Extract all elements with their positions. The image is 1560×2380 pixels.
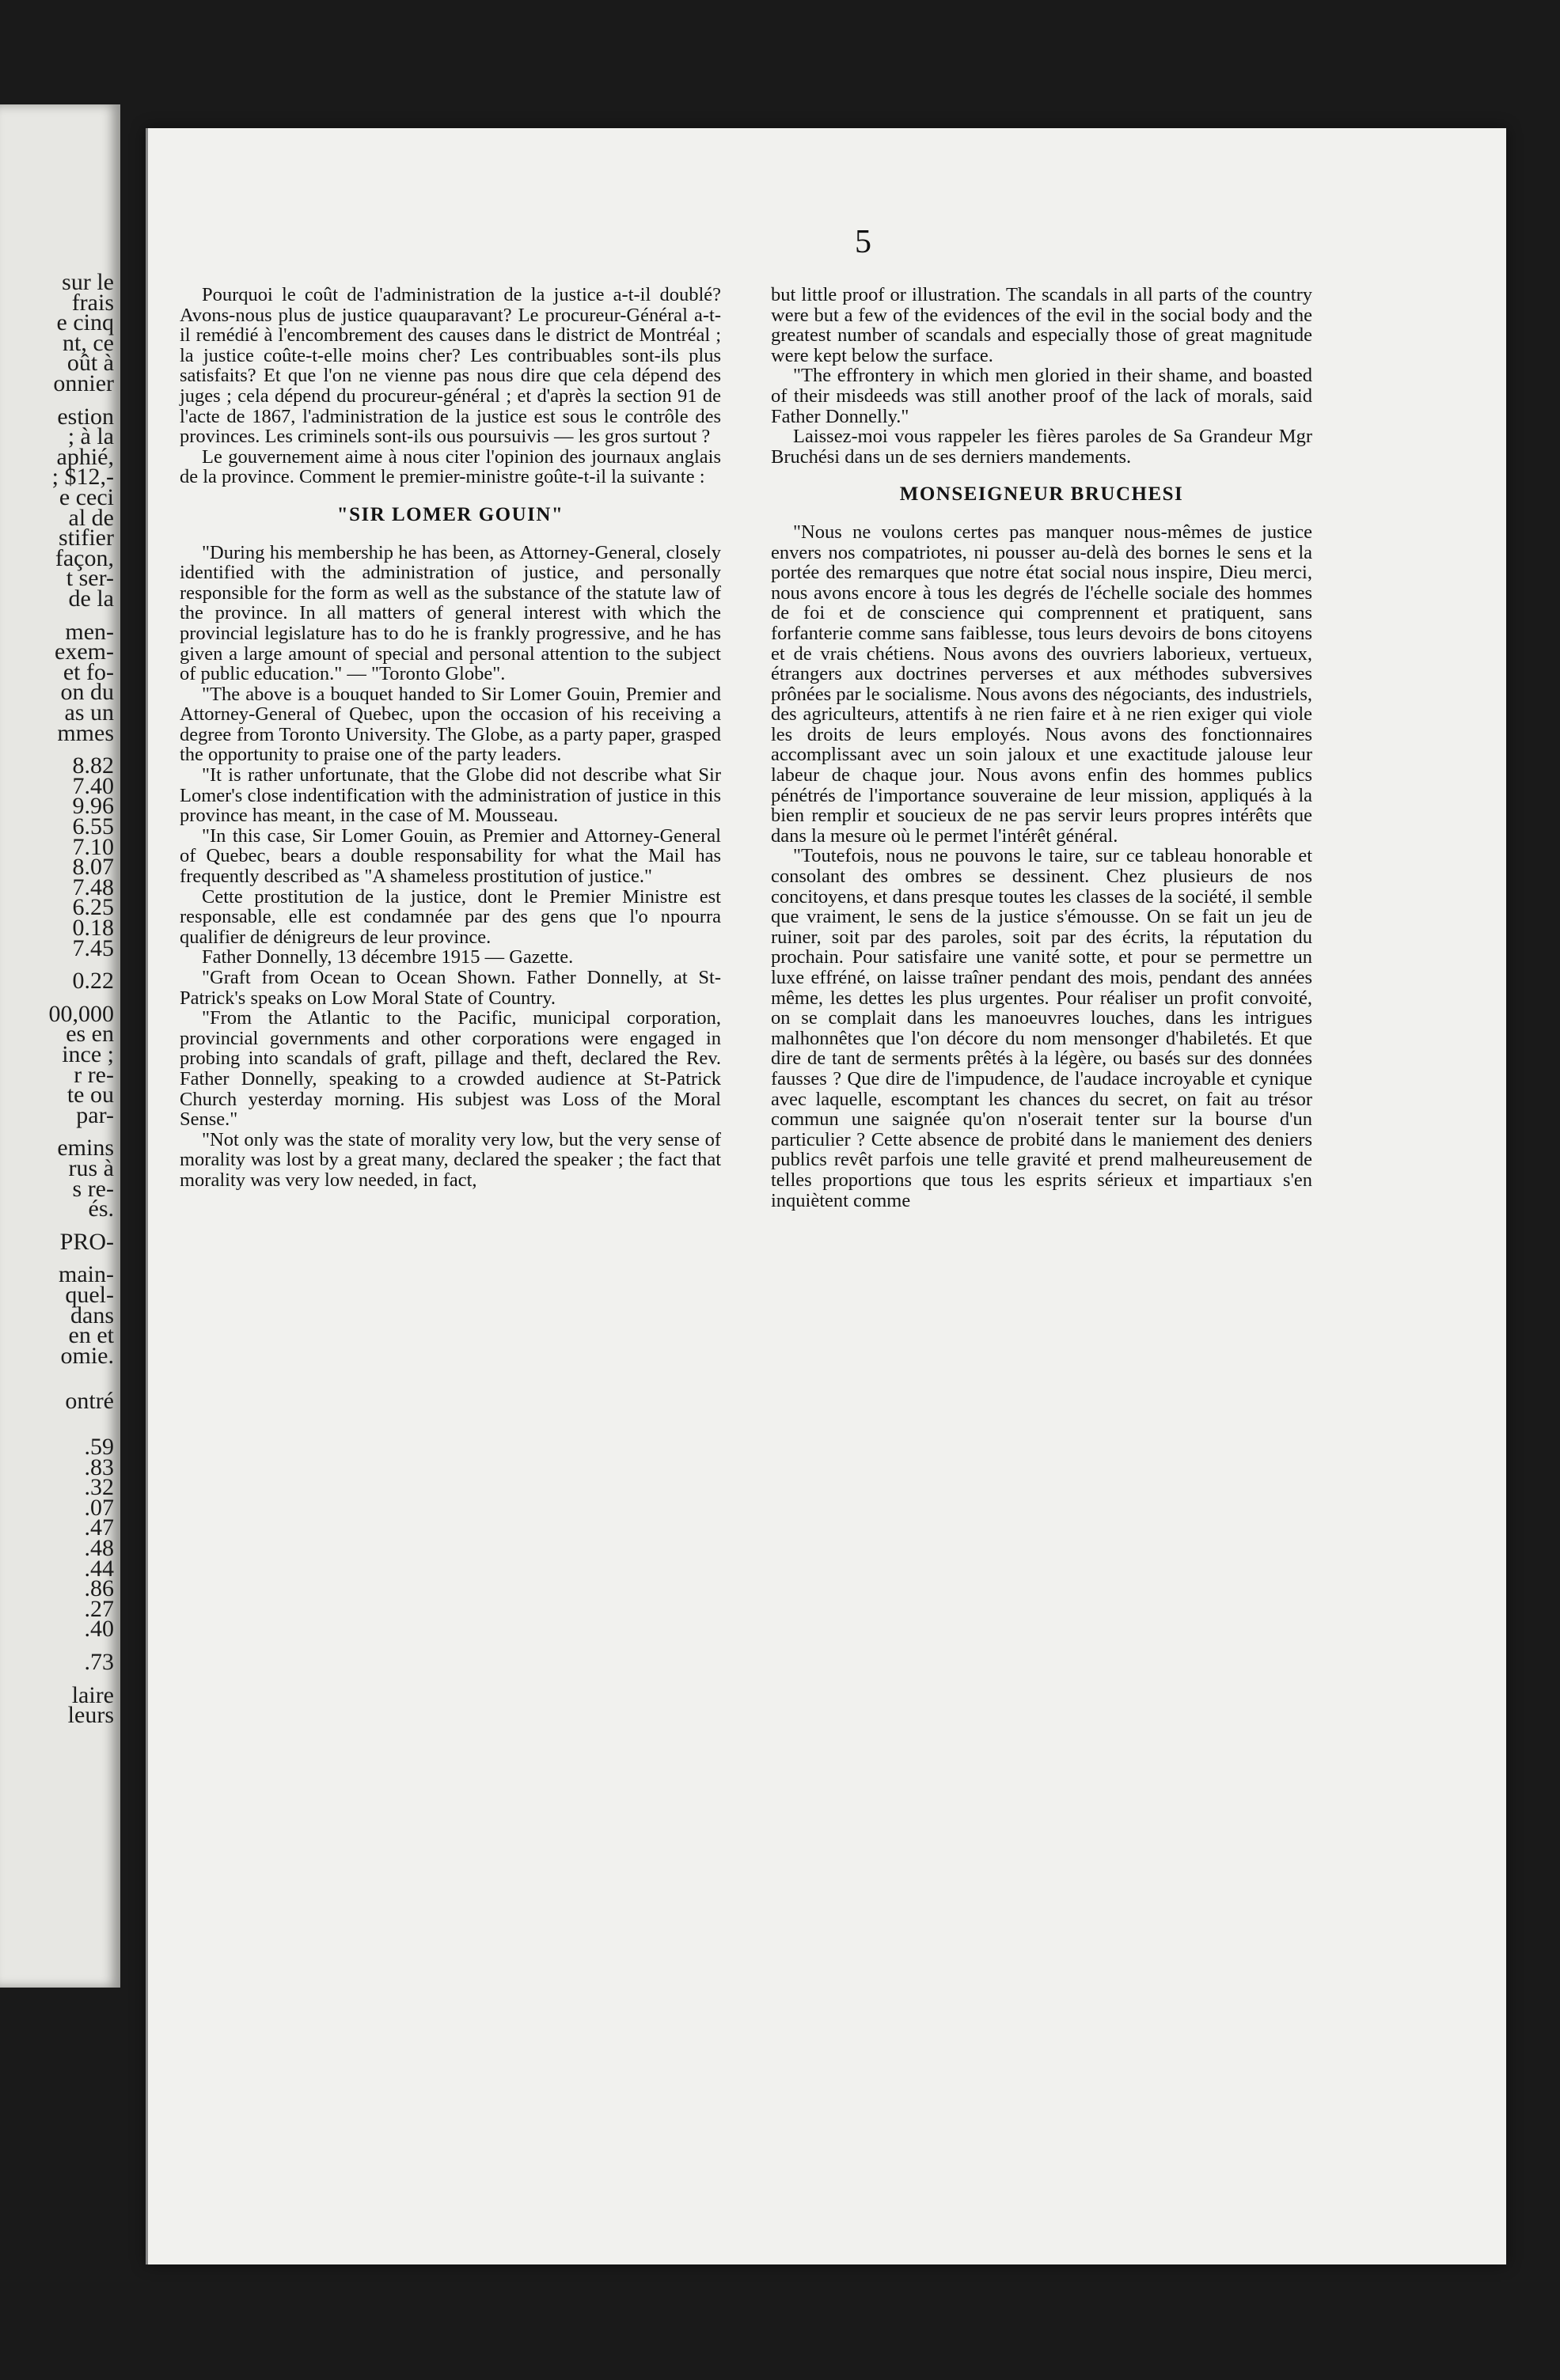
section-heading: MONSEIGNEUR BRUCHESI — [899, 483, 1184, 506]
fragment-line: .32 — [84, 1474, 114, 1501]
fragment-line: al de — [68, 504, 114, 531]
paragraph: Cette prostitution de la justice, dont le Premier Ministre est responsable, elle est condamnée par des gens que l'o npourra qualifier de dénigreurs de leur province. — [180, 885, 721, 948]
fragment-line: as un — [64, 699, 114, 726]
paragraph: "The above is a bouquet handed to Sir Lomer Gouin, Premier and Attorney-General of Quebec, upon the occasion of his receiving a degree from Toronto University. The Globe, as a party paper, grasped the opportunity to praise one of the party leaders. — [180, 683, 721, 766]
fragment-line: PRO- — [59, 1228, 114, 1255]
paragraph: Father Donnelly, 13 décembre 1915 — Gazette. — [202, 946, 574, 968]
fragment-line: .44 — [84, 1555, 114, 1582]
fragment-line: leurs — [67, 1702, 114, 1729]
fragment-line: onnier — [53, 370, 114, 396]
paragraph: "Nous ne voulons certes pas manquer nous-mêmes de justice envers nos compatriotes, ni pousser au-delà des bornes le sens et la portée des remarques que notre état social nous inspire, Dieu merci, nous avons encore à tous les degrés de l'échelle sociale des hommes de foi et de conscience qui comprennent et pratiquent, sans forfanterie comme sans faiblesse, tous leurs devoirs de bons citoyens et de vrais chétiens. Nous avons des ouvriers laborieux, vertueux, étrangers aux doctrines perverses et aux méthodes subversives prônées par le socialisme. Nous avons des négociants, des industriels, des agriculteurs, attentifs à ne rien faire et à ne rien exiger qui viole les droits de leurs employés. Nous avons des fonctionnaires accomplissant avec un soin jaloux et une exactitude jalouse leur labeur de chaque jour. Nous avons enfin des hommes publics pénétrés de l'importance souveraine de leur mission, appliqués à la bien remplir et soucieux de ne pas servir leurs propres intérêts que dans la mesure où le permet l'intérêt général. — [771, 521, 1312, 847]
fragment-line: exem- — [55, 639, 114, 665]
fragment-line: .83 — [84, 1453, 114, 1480]
fragment-line: .07 — [84, 1494, 114, 1521]
paragraph: "Not only was the state of morality very low, but the very sense of morality was lost by a great many, declared the speaker ; the fact that morality was very low needed, in fact, — [180, 1128, 721, 1191]
fragment-line: .47 — [84, 1514, 114, 1541]
left-text-column — [180, 285, 721, 1191]
fragment-line: 6.55 — [72, 813, 114, 839]
fragment-line: stifier — [59, 525, 114, 551]
paragraph: "Graft from Ocean to Ocean Shown. Father Donnelly, at St-Patrick's speaks on Low Moral State of Country. — [180, 967, 721, 1009]
fragment-line: ontré — [65, 1388, 114, 1415]
fragment-line: 0.22 — [72, 968, 114, 995]
fragment-line: emins — [57, 1135, 114, 1162]
fragment-line: 0.18 — [72, 915, 114, 941]
fragment-line: 8.82 — [72, 752, 114, 779]
facing-page-fragment — [0, 104, 120, 1988]
fragment-line: dans — [70, 1302, 114, 1328]
fragment-line: és. — [88, 1196, 114, 1222]
fragment-line: de la — [68, 586, 114, 612]
fragment-line: .59 — [84, 1434, 114, 1460]
fragment-line: en et — [68, 1322, 114, 1349]
fragment-line: t ser- — [66, 565, 114, 592]
fragment-line: et fo- — [63, 658, 114, 685]
page-number: 5 — [855, 224, 871, 260]
fragment-line: laire — [71, 1681, 114, 1708]
paragraph: "It is rather unfortunate, that the Globe did not describe what Sir Lomer's close indentification with the administration of justice in this province has meant, in the case of M. Mousseau. — [180, 764, 721, 827]
fragment-line: oût à — [66, 350, 114, 377]
fragment-line: on du — [60, 679, 114, 706]
paragraph: "The effrontery in which men gloried in their shame, and boasted of their misdeeds was still another proof of the lack of morals, said Father Donnelly." — [771, 365, 1312, 427]
fragment-line: nt, ce — [63, 329, 114, 356]
fragment-line: e ceci — [59, 484, 114, 510]
right-text-column — [771, 285, 1312, 1211]
fragment-line: 7.45 — [72, 934, 114, 961]
fragment-line: ; à la — [67, 423, 114, 450]
fragment-line: 9.96 — [72, 793, 114, 820]
paragraph: "In this case, Sir Lomer Gouin, as Premier and Attorney-General of Quebec, bears a double responsability for what the Mail has frequently described as "A shameless prostitution of justice." — [180, 824, 721, 888]
paragraph: "Toutefois, nous ne pouvons le taire, sur ce tableau honorable et consolant des ombres se dessinent. Chez plusieurs de nos concitoyens, et dans presque toutes les classes de la société, il semble que vraiment, le sens de la justice s'émousse. On se fait un jeu de ruiner, soit par des paroles, soit par des écrits, la réputation du prochain. Pour satisfaire une vanité sotte, et pour se permettre un luxe effréné, on laisse traîner pendant des mois, pendant des années même, les dettes les plus urgentes. Pour réaliser un profit convoité, on se complait dans les manoeuvres louches, dans les intrigues malhonnêtes que l'on décore du nom mensonger d'habiletés. Et que dire de tant de serments prêtés à la légère, ou basés sur des données fausses ? Que dire de l'impudence, de l'audace incroyable et cynique avec laquelle, escomptant les chances du secret, on fait au trésor commun une saignée qu'on n'oserait tenter sur la bourse d'un particulier ? Cette absence de probité dans le maniement des deniers publics revêt parfois une telle gravité et prend malheureusement de telles proportions que tous les esprits sérieux et impartiaux s'en inquiètent comme — [771, 845, 1312, 1211]
fragment-line: 7.40 — [72, 772, 114, 799]
fragment-line: r re- — [74, 1061, 114, 1088]
fragment-line: frais — [71, 289, 114, 316]
fragment-line: .48 — [84, 1535, 114, 1561]
fragment-line: 6.25 — [72, 894, 114, 921]
fragment-line: te ou — [66, 1082, 114, 1109]
paragraph: Laissez-moi vous rappeler les fières paroles de Sa Grandeur Mgr Bruchési dans un de ses derniers mandements. — [771, 426, 1312, 468]
fragment-line: 7.10 — [72, 833, 114, 860]
fragment-line: estion — [57, 403, 114, 430]
fragment-line: .40 — [84, 1616, 114, 1643]
paragraph: Pourquoi le coût de l'administration de la justice a-t-il doublé? Avons-nous plus de justice quauparavant? Le procureur-Général a-t-il remédié à l'encombrement des causes dans le district de Montréal ; la justice coûte-t-elle moins cher? Les contribuables sont-ils plus satisfaits? Et que l'on ne vienne pas nous dire que cela dépend des juges ; cela dépend du procureur-général ; et d'après la section 91 de l'acte de 1867, l'administration de la justice est sous le contrôle des provinces. Les criminels sont-ils ous poursuivis — les gros surtout ? — [180, 284, 721, 448]
fragment-line: 8.07 — [72, 854, 114, 881]
fragment-line: quel- — [65, 1282, 114, 1308]
fragment-line: ; $12,- — [51, 464, 114, 491]
fragment-line: sur le — [62, 269, 114, 295]
fragment-line: 7.48 — [72, 874, 114, 900]
fragment-line: .73 — [84, 1649, 114, 1675]
fragment-line: omie. — [60, 1342, 114, 1369]
fragment-line: main- — [59, 1261, 114, 1288]
fragment-line: rus à — [68, 1155, 114, 1181]
fragment-line: .27 — [84, 1595, 114, 1622]
fragment-line: e cinq — [56, 309, 114, 336]
fragment-line: s re- — [72, 1175, 114, 1202]
fragment-line: men- — [65, 618, 114, 645]
paragraph: "During his membership he has been, as Attorney-General, closely identified with the administration of justice, and personally responsible for the form as well as the substance of the statute law of the province. In all matters of general interest with which the provincial legislature has to do he is frankly progressive, and he has given a large amount of special and personal attention to the subject of public education." — "Toronto Globe". — [180, 541, 721, 685]
fragment-line: mmes — [57, 719, 114, 746]
fragment-line: 00,000 — [48, 1000, 114, 1027]
fragment-line: par- — [76, 1101, 114, 1128]
paragraph: "From the Atlantic to the Pacific, municipal corporation, provincial governments and other corporations were engaged in probing into scandals of graft, pillage and theft, declared the Rev. Father Donnelly, speaking to a crowded audience at St-Patrick Church yesterday morning. His subjest was Loss of the Moral Sense." — [180, 1007, 721, 1131]
fragment-line: es en — [66, 1021, 114, 1048]
paragraph: but little proof or illustration. The scandals in all parts of the country were but a few of the evidences of the evil in the social body and the greatest number of scandals and especially those of great magnitude were kept below the surface. — [771, 284, 1312, 366]
paragraph: Le gouvernement aime à nous citer l'opinion des journaux anglais de la province. Comment le premier-ministre goûte-t-il la suivante : — [180, 445, 721, 488]
document-page — [146, 128, 1506, 2264]
fragment-line: aphié, — [56, 443, 114, 470]
fragment-line: .86 — [84, 1575, 114, 1602]
fragment-line: ince ; — [62, 1041, 114, 1067]
section-heading: "SIR LOMER GOUIN" — [336, 503, 564, 525]
fragment-line: façon, — [55, 544, 114, 571]
